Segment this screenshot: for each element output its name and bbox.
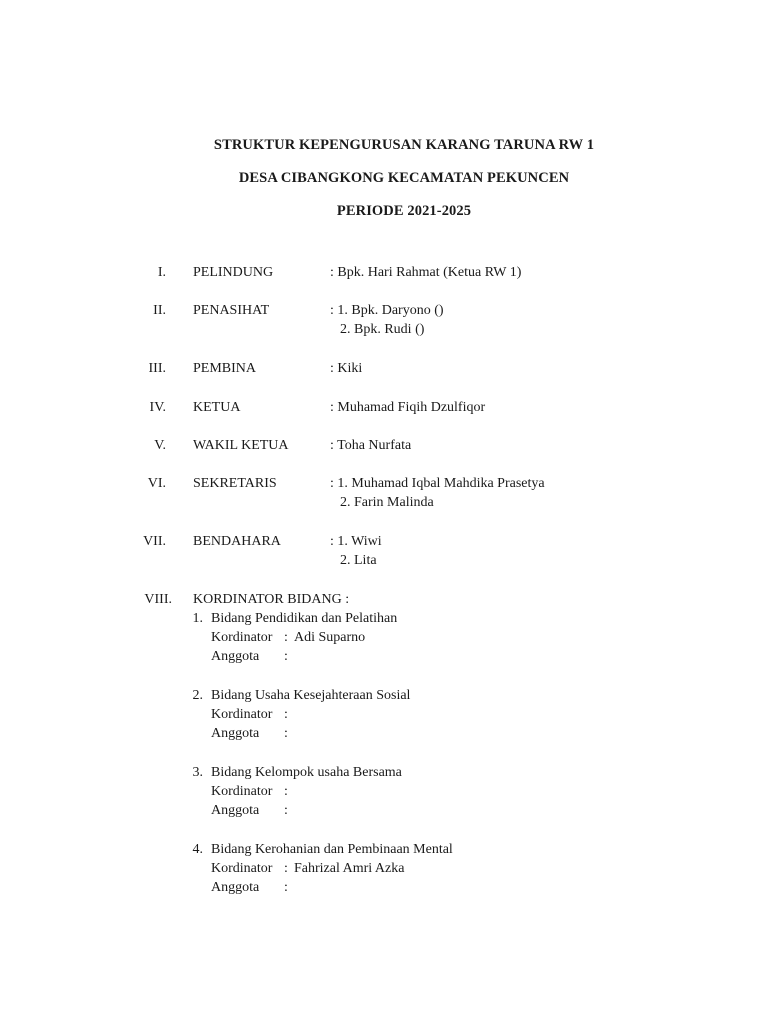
section-number-ketua: IV. — [149, 400, 166, 415]
section-number-penasihat: II. — [153, 303, 166, 318]
bidang-number: 1. — [192, 611, 203, 626]
bidang-anggota-colon: : — [284, 880, 288, 895]
bidang-anggota-colon: : — [284, 649, 288, 664]
section-number-kordinator-bidang: VIII. — [144, 592, 172, 607]
bidang-anggota-colon: : — [284, 803, 288, 818]
section-value-sekretaris-2: 2. Farin Malinda — [340, 495, 434, 510]
document-subtitle-period: PERIODE 2021-2025 — [336, 203, 472, 219]
bidang-kordinator-value: Fahrizal Amri Azka — [294, 861, 405, 876]
section-label-penasihat: PENASIHAT — [193, 303, 270, 318]
bidang-kordinator-label: Kordinator — [211, 707, 273, 722]
section-value-bendahara-1: : 1. Wiwi — [330, 534, 382, 549]
section-value-penasihat-1: : 1. Bpk. Daryono () — [330, 303, 444, 318]
section-number-sekretaris: VI. — [147, 476, 166, 491]
section-value-wakil-ketua: : Toha Nurfata — [330, 438, 412, 453]
bidang-number: 4. — [192, 842, 203, 857]
bidang-kordinator-colon: : — [284, 784, 288, 799]
section-label-bendahara: BENDAHARA — [193, 534, 281, 549]
section-number-pelindung: I. — [157, 265, 166, 280]
section-value-bendahara-2: 2. Lita — [340, 553, 377, 568]
bidang-kordinator-label: Kordinator — [211, 784, 273, 799]
section-value-sekretaris-1: : 1. Muhamad Iqbal Mahdika Prasetya — [330, 476, 545, 491]
section-label-pembina: PEMBINA — [193, 361, 257, 376]
section-value-pelindung: : Bpk. Hari Rahmat (Ketua RW 1) — [330, 265, 522, 280]
bidang-anggota-label: Anggota — [211, 803, 260, 818]
section-label-sekretaris: SEKRETARIS — [193, 476, 277, 491]
bidang-anggota-colon: : — [284, 726, 288, 741]
bidang-kordinator-colon: : — [284, 630, 288, 645]
section-label-pelindung: PELINDUNG — [193, 265, 274, 280]
section-value-penasihat-2: 2. Bpk. Rudi () — [340, 322, 425, 337]
bidang-number: 2. — [192, 688, 203, 703]
bidang-anggota-label: Anggota — [211, 649, 260, 664]
bidang-kordinator-value: Adi Suparno — [294, 630, 366, 645]
bidang-name: Bidang Kerohanian dan Pembinaan Mental — [211, 842, 453, 857]
bidang-kordinator-label: Kordinator — [211, 861, 273, 876]
section-number-pembina: III. — [148, 361, 166, 376]
document-subtitle-village: DESA CIBANGKONG KECAMATAN PEKUNCEN — [238, 170, 570, 186]
bidang-kordinator-colon: : — [284, 707, 288, 722]
section-label-ketua: KETUA — [193, 400, 241, 415]
section-value-ketua: : Muhamad Fiqih Dzulfiqor — [330, 400, 486, 415]
bidang-number: 3. — [192, 765, 203, 780]
bidang-name: Bidang Pendidikan dan Pelatihan — [211, 611, 398, 626]
section-number-wakil-ketua: V. — [154, 438, 166, 453]
bidang-anggota-label: Anggota — [211, 880, 260, 895]
section-number-bendahara: VII. — [143, 534, 166, 549]
document-title: STRUKTUR KEPENGURUSAN KARANG TARUNA RW 1 — [213, 137, 595, 153]
bidang-name: Bidang Kelompok usaha Bersama — [211, 765, 402, 780]
bidang-anggota-label: Anggota — [211, 726, 260, 741]
section-value-pembina: : Kiki — [330, 361, 363, 376]
section-label-wakil-ketua: WAKIL KETUA — [193, 438, 289, 453]
section-label-kordinator-bidang: KORDINATOR BIDANG : — [193, 592, 350, 607]
bidang-kordinator-label: Kordinator — [211, 630, 273, 645]
bidang-kordinator-colon: : — [284, 861, 288, 876]
bidang-name: Bidang Usaha Kesejahteraan Sosial — [211, 688, 411, 703]
